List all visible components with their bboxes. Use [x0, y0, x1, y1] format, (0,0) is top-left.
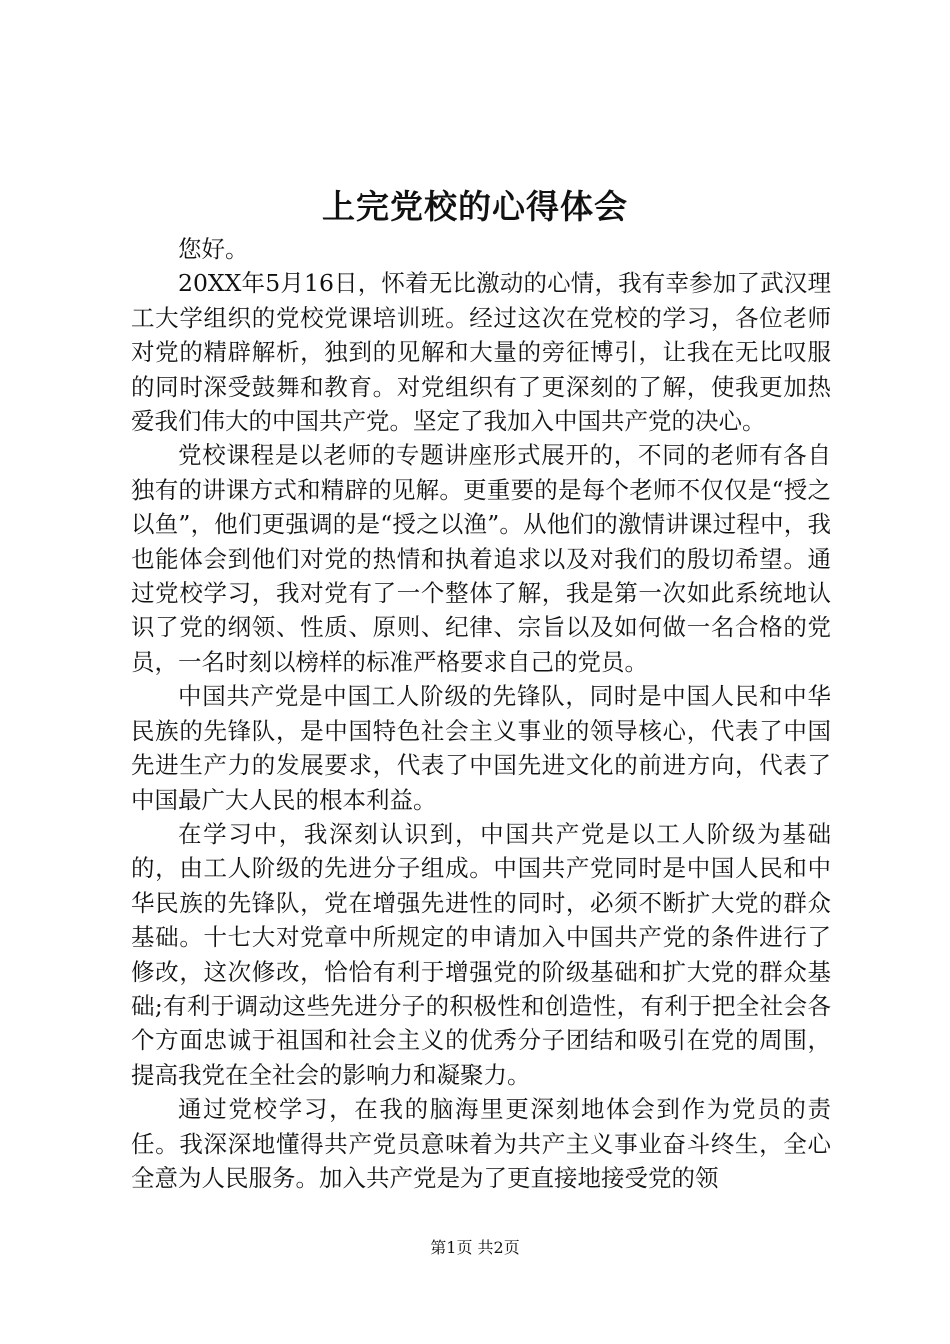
paragraph-3: 中国共产党是中国工人阶级的先锋队，同时是中国人民和中华民族的先锋队，是中国特色社会主义事业的领导核心，代表了中国先进生产力的发展要求，代表了中国先进文化的前进方向，代表了中国最广大人民的根本利益。 [131, 682, 831, 814]
paragraph-4: 在学习中，我深刻认识到，中国共产党是以工人阶级为基础的，由工人阶级的先进分子组成。中国共产党同时是中国人民和中华民族的先锋队，党在增强先进性的同时，必须不断扩大党的群众基础。十七大对党章中所规定的申请加入中国共产党的条件进行了修改，这次修改，恰恰有利于增强党的阶级基础和扩大党的群众基础;有利于调动这些先进分子的积极性和创造性，有利于把全社会各个方面忠诚于祖国和社会主义的优秀分子团结和吸引在党的周围，提高我党在全社会的影响力和凝聚力。 [131, 819, 831, 1089]
document-body [131, 232, 831, 1195]
paragraph-1: 20XX年5月16日，怀着无比激动的心情，我有幸参加了武汉理工大学组织的党校党课培训班。经过这次在党校的学习，各位老师对党的精辟解析，独到的见解和大量的旁征博引，让我在无比叹服的同时深受鼓舞和教育。对党组织有了更深刻的了解，使我更加热爱我们伟大的中国共产党。坚定了我加入中国共产党的决心。 [131, 269, 831, 436]
document-title: 上完党校的心得体会 [322, 187, 628, 226]
paragraph-2: 党校课程是以老师的专题讲座形式展开的，不同的老师有各自独有的讲课方式和精辟的见解。更重要的是每个老师不仅仅是“授之以鱼”，他们更强调的是“授之以渔”。从他们的激情讲课过程中，我也能体会到他们对党的热情和执着追求以及对我们的殷切希望。通过党校学习，我对党有了一个整体了解，我是第一次如此系统地认识了党的纲领、性质、原则、纪律、宗旨以及如何做一名合格的党员，一名时刻以榜样的标准严格要求自己的党员。 [131, 441, 831, 676]
paragraph-5: 通过党校学习，在我的脑海里更深刻地体会到作为党员的责任。我深深地懂得共产党员意味着为共产主义事业奋斗终生，全心全意为人民服务。加入共产党是为了更直接地接受党的领 [131, 1095, 831, 1192]
paragraph-greeting: 您好。 [178, 235, 249, 263]
page-number-footer: 第1页 共2页 [430, 1238, 520, 1257]
